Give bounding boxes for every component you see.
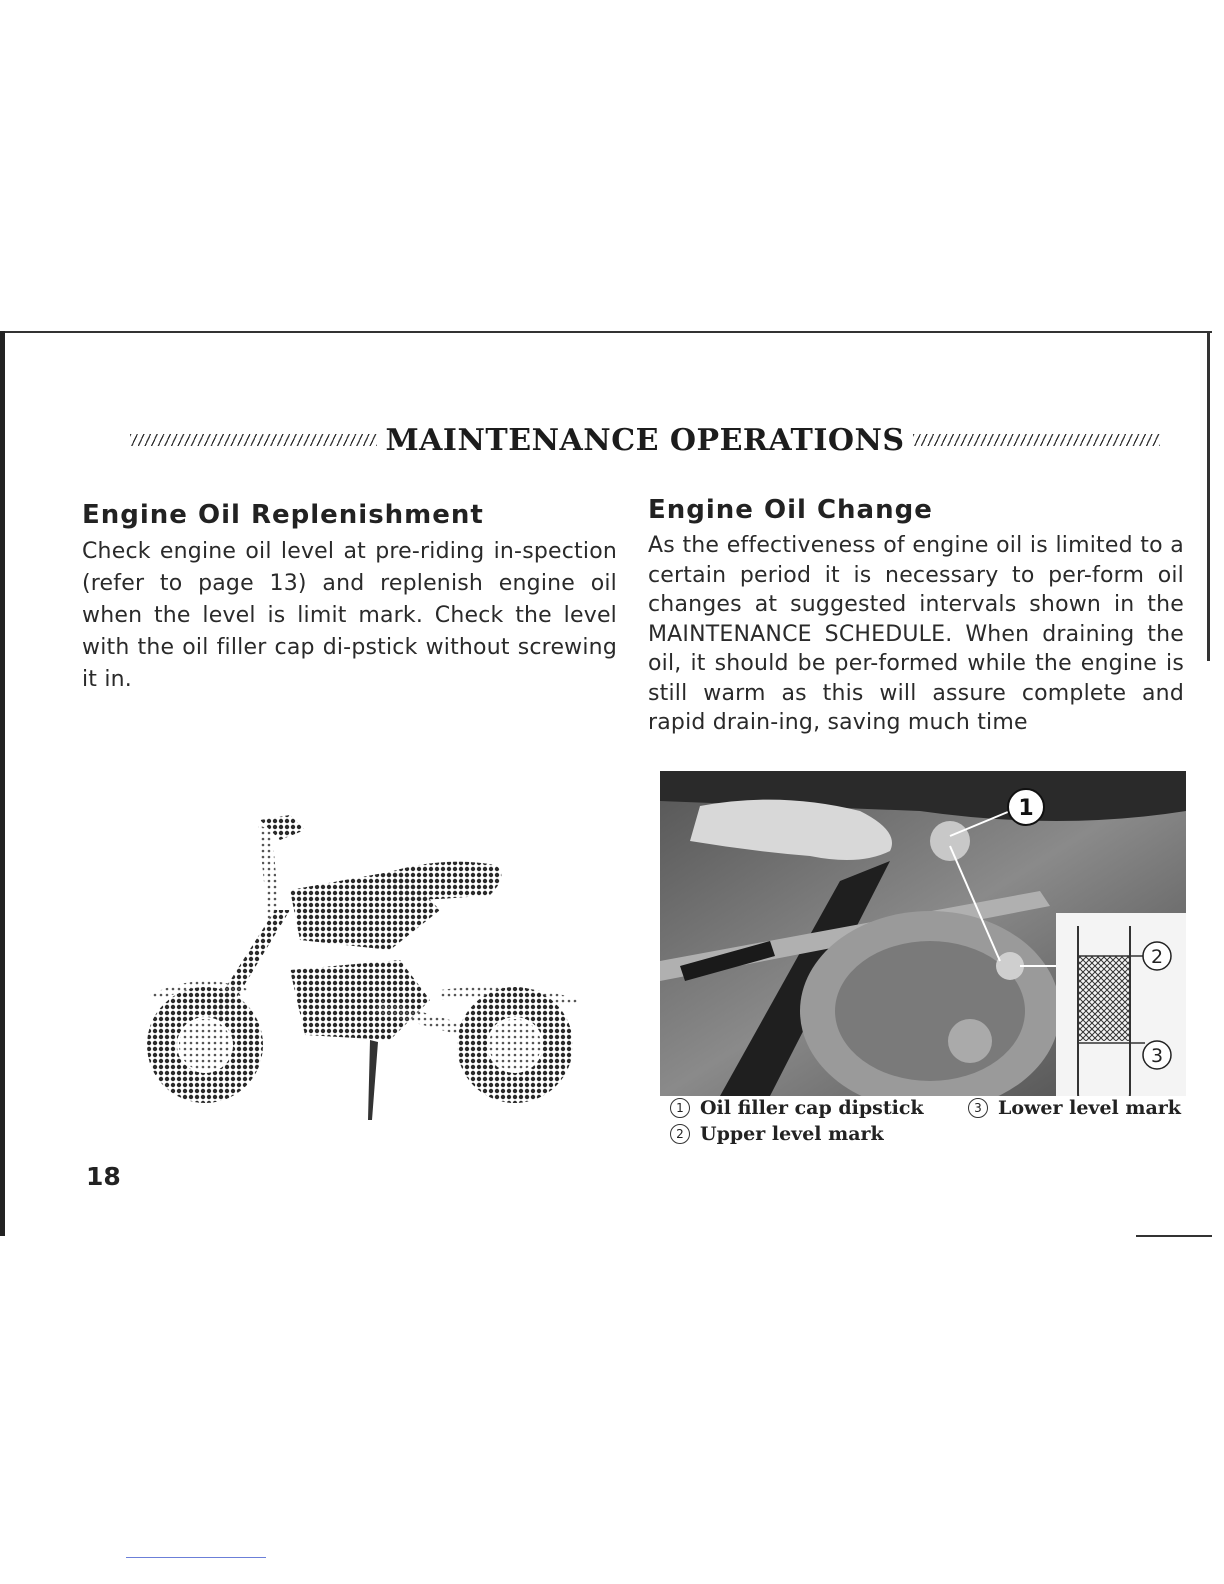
- page-frame-bottom-rule: [1136, 1235, 1212, 1237]
- photo-callout-2: 2: [1150, 946, 1164, 968]
- photo-captions: [670, 1095, 1200, 1147]
- photo-callout-3: 3: [1150, 1045, 1164, 1067]
- header-hatch-right: [913, 434, 1160, 446]
- caption-item-1: 1 Oil filler cap dipstick: [670, 1097, 968, 1119]
- engine-oil-change-heading: Engine Oil Change: [648, 495, 933, 525]
- page-title: MAINTENANCE OPERATIONS: [385, 422, 905, 458]
- caption-item-2: 2 Upper level mark: [670, 1123, 884, 1145]
- page-frame-left-rule: [0, 331, 5, 1236]
- page-frame-right-rule: [1207, 331, 1210, 661]
- engine-oil-replenishment-heading: Engine Oil Replenishment: [82, 500, 484, 530]
- left-column: [82, 500, 617, 696]
- caption-item-3: 3 Lower level mark: [968, 1097, 1181, 1119]
- photo-callout-1: 1: [1018, 796, 1034, 821]
- right-column: [648, 495, 1184, 738]
- scan-artifact-line: [126, 1557, 266, 1558]
- section-header: [130, 418, 1160, 462]
- minibike-illustration: [140, 800, 590, 1130]
- page-number: 18: [86, 1162, 121, 1191]
- page-frame-top-rule: [0, 331, 1212, 333]
- engine-oil-photo: [660, 771, 1186, 1096]
- header-hatch-left: [130, 434, 377, 446]
- engine-oil-change-text: As the effectiveness of engine oil is limited to a certain period it is necessary to per-form oil changes at suggested intervals shown in the MAINTENANCE SCHEDULE. When draining the oil, it should be per-formed while the engine is still warm as this will assure complete and rapid drain-ing, saving much time: [648, 533, 1184, 735]
- engine-oil-replenishment-text: Check engine oil level at pre-riding in-spection (refer to page 13) and replenish engine oil when the level is limit mark. Check the level with the oil filler cap di-pstick without screwing it in.: [82, 539, 617, 692]
